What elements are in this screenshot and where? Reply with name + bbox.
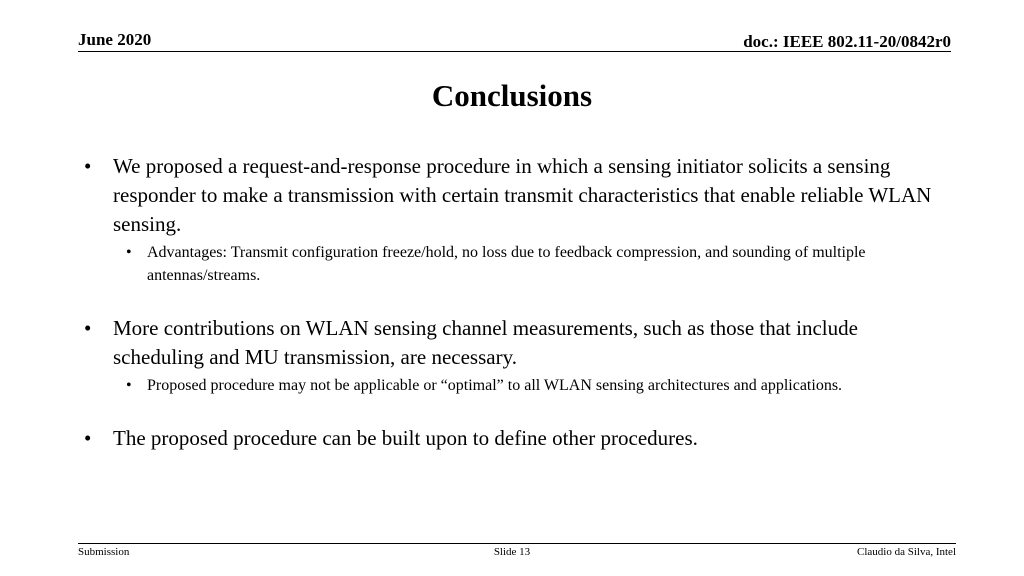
header-date: June 2020 — [78, 30, 152, 49]
header-divider — [78, 51, 951, 52]
slide-title: Conclusions — [431, 78, 593, 113]
sub-bullet-icon: • — [126, 244, 132, 261]
header-doc-id: doc.: IEEE 802.11-20/0842r0 — [743, 32, 951, 51]
bullet-text: The proposed procedure can be built upon to define other procedures. — [113, 426, 698, 450]
bullet-list — [84, 152, 944, 453]
sub-bullet-text: Advantages: Transmit configuration freeze/hold, no loss due to feedback compression, and sounding of multiple antennas/streams. — [147, 244, 866, 284]
bullet-item — [84, 152, 944, 239]
bullet-text: More contributions on WLAN sensing channel measurements, such as those that include scheduling and MU transmission, are necessary. — [113, 316, 858, 369]
bullet-text: We proposed a request-and-response procedure in which a sensing initiator solicits a sensing responder to make a transmission with certain transmit characteristics that enable reliable WLAN sensing. — [113, 154, 932, 236]
footer-submission: Submission — [78, 546, 130, 558]
sub-bullet-icon: • — [126, 377, 132, 394]
bullet-icon: • — [84, 426, 92, 450]
footer-slide-number: Slide 13 — [493, 546, 531, 558]
bullet-icon: • — [84, 316, 92, 340]
bullet-icon: • — [84, 154, 92, 178]
bullet-item — [84, 424, 944, 453]
sub-bullet-text: Proposed procedure may not be applicable or “optimal” to all WLAN sensing architectures and applications. — [147, 377, 843, 394]
sub-bullet-item — [126, 241, 944, 287]
footer-divider — [78, 543, 956, 544]
sub-bullet-item — [126, 374, 944, 397]
footer-author: Claudio da Silva, Intel — [857, 546, 956, 558]
bullet-item — [84, 314, 944, 372]
